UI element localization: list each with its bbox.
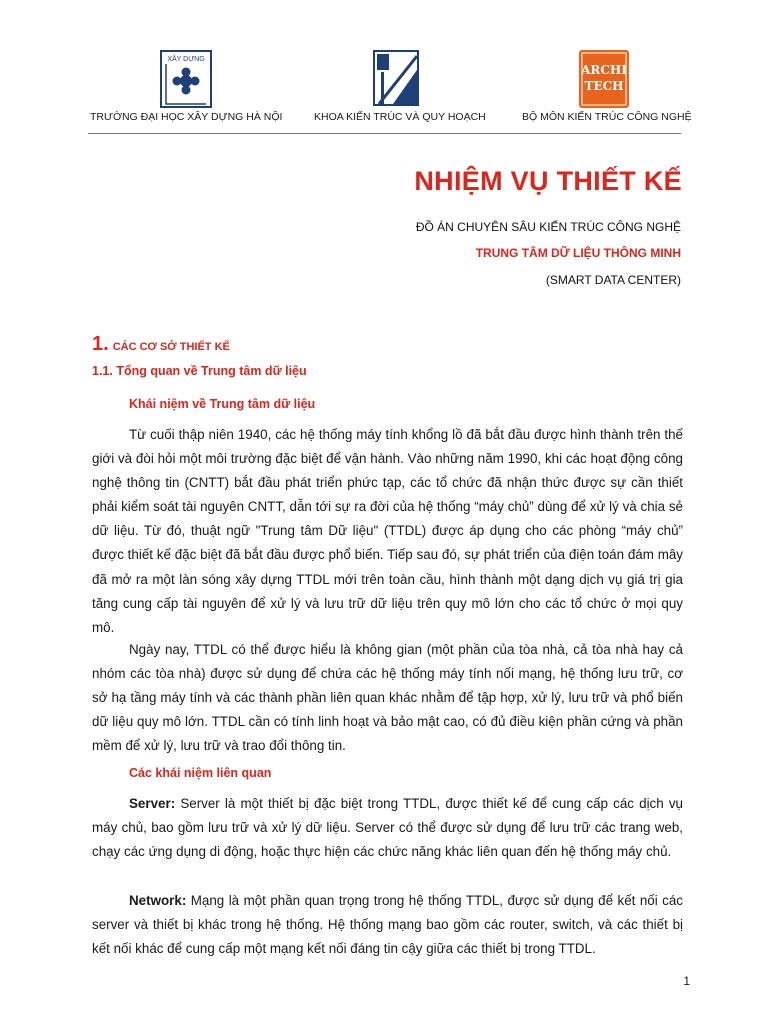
project-type: ĐỒ ÁN CHUYÊN SÂU KIẾN TRÚC CÔNG NGHỆ: [415, 220, 681, 234]
xay-dung-logo: [160, 50, 212, 108]
svg-text:TECH: TECH: [584, 79, 624, 93]
section-number: 1.: [92, 333, 109, 355]
project-name-english: (SMART DATA CENTER): [545, 273, 681, 287]
subsection-heading: 1.1. Tổng quan về Trung tâm dữ liệu: [92, 364, 307, 378]
architech-logo: [579, 50, 629, 108]
related-concepts-heading: Các khái niệm liên quan: [129, 766, 272, 780]
paragraph-history: Từ cuối thập niên 1940, các hệ thống máy tính khổng lồ đã bắt đầu được hình thành trên thế giới và đòi hỏi một môi trường đặc biệt để vận hành. Vào những năm 1990, khi các hoạt động công nghệ thông tin (CNTT) bắt đầu phát triển phức tạp, các tổ chức đã nhận thức được sự cần thiết phải kiểm soát tài nguyên CNTT, dẫn tới sự ra đời của hệ thống “máy chủ” dùng để xử lý và chia sẻ dữ liệu. Từ đó, thuật ngữ "Trung tâm Dữ liệu" (TTDL) được áp dụng cho các phòng “máy chủ” được thiết kế đặc biệt đã bắt đầu được phổ biến. Tiếp sau đó, sự phát triển của điện toán đám mây đã mở ra một làn sóng xây dựng TTDL mới trên toàn cầu, hình thành một dạng dịch vụ giá trị gia tăng cung cấp tài nguyên để xử lý và lưu trữ dữ liệu trên quy mô lớn cho các tổ chức ở mọi quy mô.: [92, 427, 683, 635]
university-name: TRƯỜNG ĐẠI HỌC XÂY DỰNG HÀ NỘI: [90, 111, 283, 123]
svg-text:ARCHI: ARCHI: [581, 63, 627, 77]
khoa-kien-truc-logo: [373, 50, 419, 106]
section-label: CÁC CƠ SỞ THIẾT KẾ: [112, 341, 230, 353]
header-logos: [0, 50, 768, 112]
document-title: NHIỆM VỤ THIẾT KẾ: [414, 166, 682, 196]
network-term: Network:: [129, 893, 187, 908]
server-term: Server:: [129, 796, 176, 811]
svg-text:XÂY DỰNG: XÂY DỰNG: [167, 56, 205, 63]
concept-heading: Khái niệm về Trung tâm dữ liệu: [129, 397, 316, 411]
faculty-name: KHOA KIẾN TRÚC VÀ QUY HOẠCH: [314, 111, 486, 123]
header-divider: [88, 133, 681, 134]
institution-row: [0, 111, 768, 127]
network-text: Mạng là một phần quan trọng trong hệ thống TTDL, được sử dụng để kết nối các server và thiết bị khác trong hệ thống. Hệ thống mạng bao gồm các router, switch, và các thiết bị kết nối khác để cung cấp một mạng kết nối đáng tin cậy giữa các thiết bị trong TTDL.: [92, 893, 683, 957]
server-text: Server là một thiết bị đặc biệt trong TTDL, được thiết kế để cung cấp các dịch vụ máy chủ, bao gồm lưu trữ và xử lý dữ liệu. Server có thể được sử dụng để lưu trữ các trang web, chạy các ứng dụng di động, hoặc thực hiện các chức năng khác liên quan đến hệ thống máy chủ.: [92, 796, 683, 860]
page-number: 1: [683, 974, 690, 988]
paragraph-definition: Ngày nay, TTDL có thể được hiểu là không gian (một phần của tòa nhà, cả tòa nhà hay cả nhóm các tòa nhà) được sử dụng để chứa các hệ thống máy tính nối mạng, hệ thống lưu trữ, cơ sở hạ tầng máy tính và các thành phần liên quan khác nhằm để tập hợp, xử lý, lưu trữ và phổ biến dữ liệu quy mô lớn. TTDL cần có tính linh hoạt và bảo mật cao, có đủ điều kiện phần cứng và phần mềm để xử lý, lưu trữ và trao đổi thông tin.: [92, 642, 683, 754]
paragraph-network: [92, 889, 683, 961]
section-heading: [92, 333, 230, 356]
department-name: BỘ MÔN KIẾN TRÚC CÔNG NGHỆ: [522, 111, 692, 123]
paragraph-server: [92, 792, 683, 864]
project-name: TRUNG TÂM DỮ LIỆU THÔNG MINH: [475, 246, 681, 260]
